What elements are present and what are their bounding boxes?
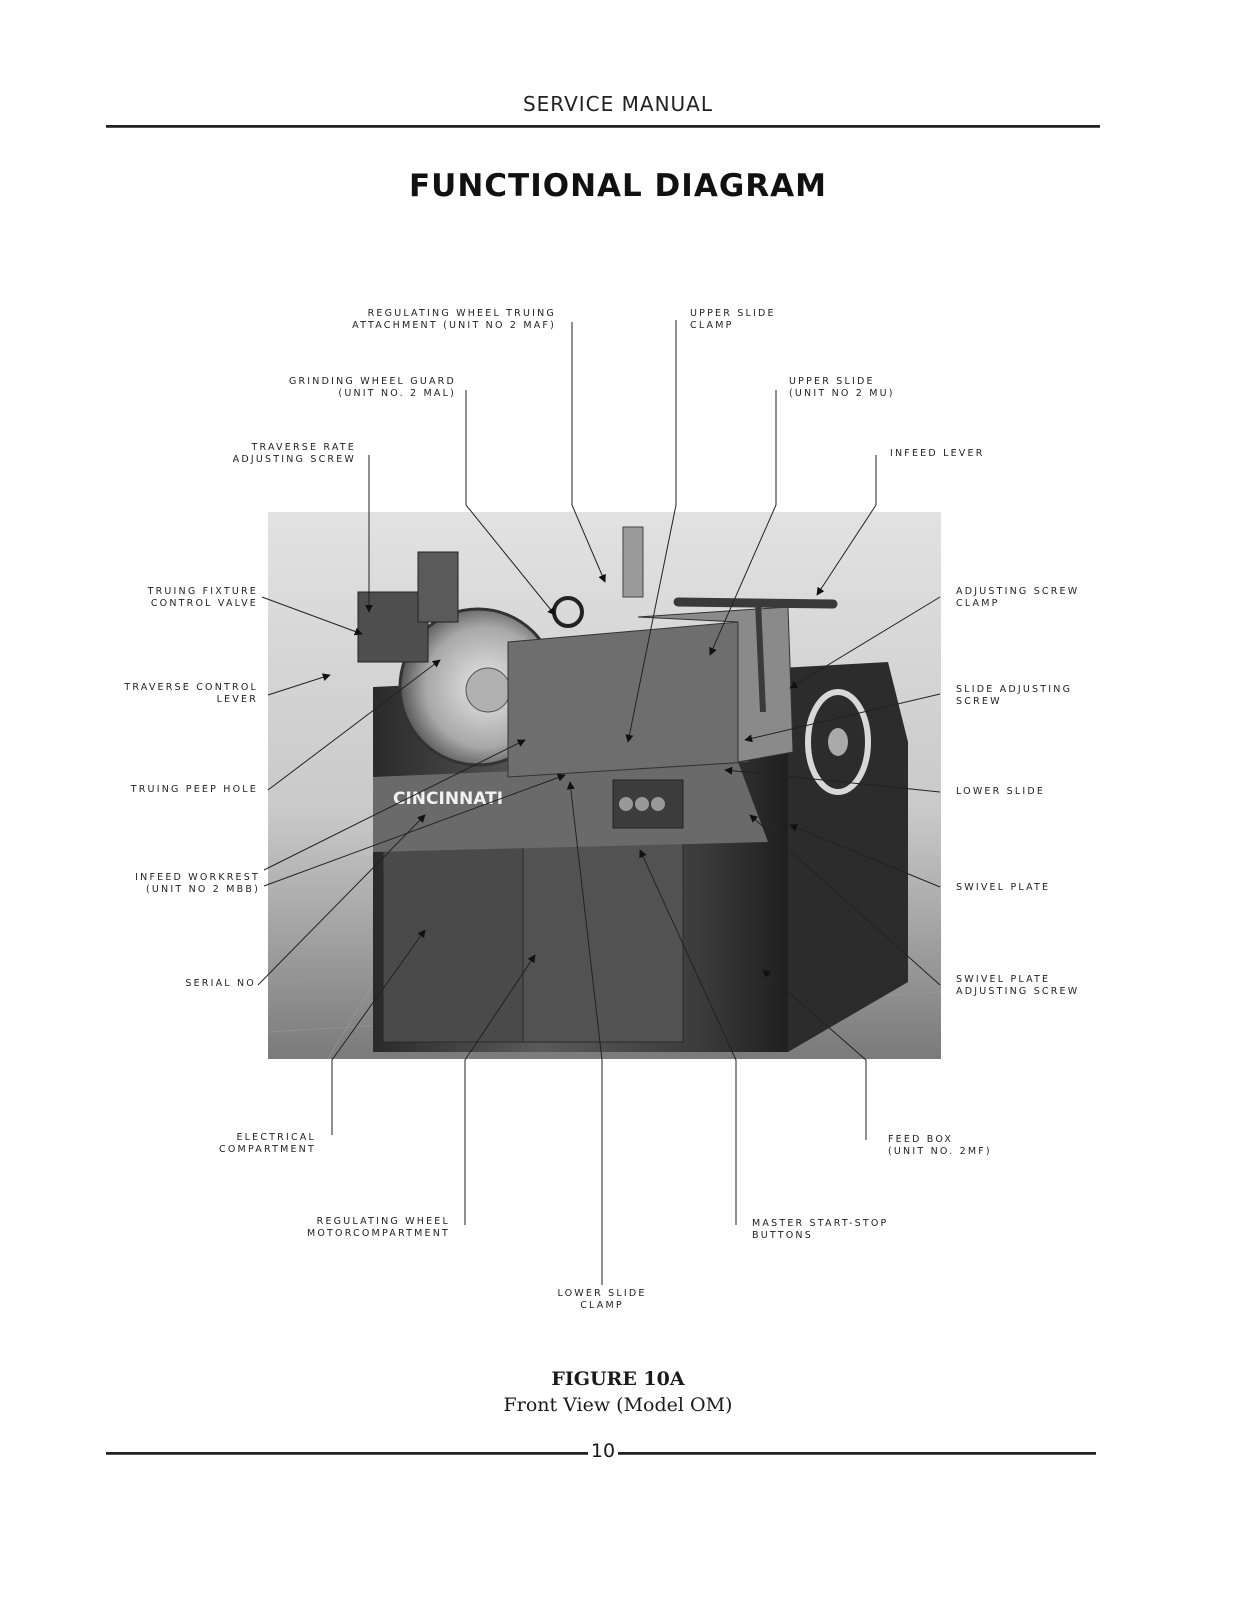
header-rule [106,125,1100,128]
page-number: 10 [588,1440,618,1462]
label-regulating-wheel-motor: REGULATING WHEEL MOTORCOMPARTMENT [306,1216,450,1239]
brand-plate: CINCINNATI [393,789,504,809]
label-upper-slide: UPPER SLIDE (UNIT NO 2 MU) [789,376,895,399]
label-infeed-lever: INFEED LEVER [890,448,985,459]
label-grinding-wheel-guard: GRINDING WHEEL GUARD (UNIT NO. 2 MAL) [288,376,456,399]
page-header: SERVICE MANUAL [522,92,714,116]
label-regulating-wheel-truing: REGULATING WHEEL TRUING ATTACHMENT (UNIT NO 2 MAF) [352,308,556,331]
label-swivel-plate: SWIVEL PLATE [956,882,1051,893]
label-traverse-control: TRAVERSE CONTROL LEVER [124,682,258,705]
label-lower-slide-clamp: LOWER SLIDE CLAMP [557,1288,647,1311]
label-slide-adjusting-screw: SLIDE ADJUSTING SCREW [956,684,1073,707]
label-lower-slide: LOWER SLIDE [956,786,1046,797]
label-upper-slide-clamp: UPPER SLIDE CLAMP [690,308,776,331]
label-infeed-workrest: INFEED WORKREST (UNIT NO 2 MBB) [135,872,260,895]
figure-caption: Front View (Model OM) [503,1394,733,1416]
label-master-start-stop: MASTER START-STOP BUTTONS [752,1218,889,1241]
label-swivel-plate-adjusting: SWIVEL PLATE ADJUSTING SCREW [956,974,1080,997]
label-feed-box: FEED BOX (UNIT NO. 2MF) [888,1134,992,1157]
figure-number: FIGURE 10A [551,1368,685,1390]
label-truing-peep-hole: TRUING PEEP HOLE [130,784,258,795]
label-serial-no: SERIAL NO [185,978,256,989]
label-adjusting-screw-clamp: ADJUSTING SCREW CLAMP [956,586,1080,609]
machine-photo [268,512,941,1059]
label-electrical-compartment: ELECTRICAL COMPARTMENT [219,1132,316,1155]
page-title: FUNCTIONAL DIAGRAM [409,168,827,204]
label-truing-fixture: TRUING FIXTURE CONTROL VALVE [147,586,258,609]
label-traverse-rate: TRAVERSE RATE ADJUSTING SCREW [232,442,356,465]
